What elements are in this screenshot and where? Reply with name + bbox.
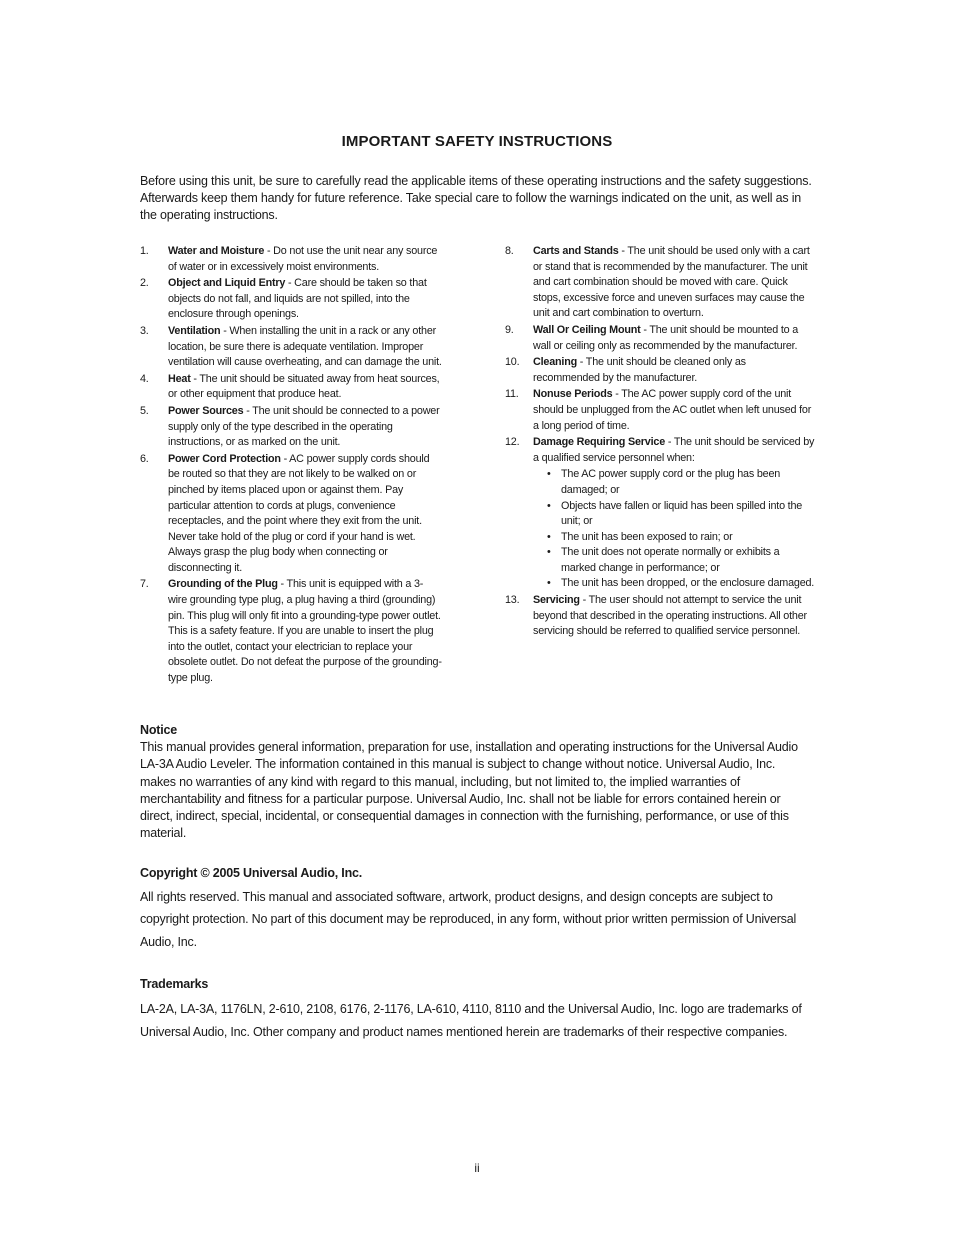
instruction-heading: Power Sources (168, 404, 244, 417)
instruction-item (505, 355, 815, 386)
instruction-heading: Power Cord Protection (168, 452, 281, 465)
instruction-number: 7. (140, 578, 149, 591)
list-item: • The unit has been exposed to rain; or (547, 530, 815, 546)
instruction-heading: Carts and Stands (533, 245, 619, 257)
instruction-item (140, 452, 442, 577)
instruction-number: 3. (140, 324, 149, 337)
list-item: • The AC power supply cord or the plug has been damaged; or (547, 467, 815, 498)
intro-paragraph: Before using this unit, be sure to carefully read the applicable items of these operating instructions and the safety suggestions. Afterwards keep them handy for future reference. Take special care to follow the warnings indicated on the unit, as well as in the operating instructions. (140, 174, 812, 222)
instruction-number: 6. (140, 452, 149, 465)
instruction-heading: Servicing (533, 594, 580, 607)
instructions-right-column (505, 244, 815, 641)
instruction-heading: Heat (168, 372, 191, 385)
instruction-heading: Ventilation (168, 324, 221, 337)
instruction-item (505, 435, 815, 466)
instruction-number: 1. (140, 245, 149, 257)
instruction-item (140, 577, 442, 686)
instruction-number: 12. (505, 436, 520, 449)
instruction-heading: Object and Liquid Entry (168, 277, 286, 290)
list-item: • Objects have fallen or liquid has been spilled into the unit; or (547, 499, 815, 530)
instruction-number: 4. (140, 372, 149, 385)
instruction-item (140, 324, 442, 371)
instruction-item (140, 404, 442, 451)
instruction-number: 5. (140, 404, 149, 417)
copyright-text: All rights reserved. This manual and associated software, artwork, product designs, and design concepts are subject to copyright protection. No part of this document may be reproduced, in any form, without prior written permission of Universal Audio, Inc. (140, 889, 797, 949)
instruction-item (140, 276, 442, 323)
instruction-text: - The unit should be cleaned only as recommended by the manufacturer. (533, 356, 746, 384)
instruction-text: - The unit should be connected to a power supply only of the type described in the operating instructions, or as marked on the unit. (168, 404, 440, 449)
instruction-number: 8. (505, 245, 514, 257)
instruction-text: - Care should be taken so that objects do not fall, and liquids are not spilled, into the enclosure through openings. (168, 277, 427, 321)
instruction-number: 2. (140, 277, 149, 290)
instruction-text: - AC power supply cords should be routed so that they are not likely to be walked on or pinched by items placed upon or against them. Pay particular attention to cords at plugs, convenience receptacles, and the point where they exit from the unit. Never take hold of the plug or cord if your hand is wet. Always grasp the plug body when connecting or disconnecting it. (168, 452, 430, 574)
instruction-number: 10. (505, 356, 520, 369)
instruction-item (505, 387, 815, 434)
notice-section (140, 722, 812, 842)
instruction-heading: Grounding of the Plug (168, 578, 278, 591)
instruction-item (505, 323, 815, 354)
instruction-text: - The AC power supply cord of the unit should be unplugged from the AC outlet when left unused for a long period of time. (533, 388, 812, 432)
trademarks-heading: Trademarks (140, 977, 209, 991)
instruction-item (505, 593, 815, 640)
list-item: • The unit has been dropped, or the enclosure damaged. (547, 576, 815, 592)
instruction-item (140, 244, 442, 275)
list-item: • The unit does not operate normally or exhibits a marked change in performance; or (547, 545, 815, 576)
page-number: ii (474, 1161, 480, 1175)
instruction-number: 9. (505, 323, 514, 336)
notice-text: This manual provides general information, preparation for use, installation and operating instructions for the Universal Audio LA-3A Audio Leveler. The information contained in this manual is subject to change without notice. Universal Audio, Inc. makes no warranties of any kind with regard to this manual, including, but not limited to, the implied warranties of merchantability and fitness for a particular purpose. Universal Audio, Inc. shall not be liable for errors contained herein or direct, indirect, special, incidental, or consequential damages in connection with the furnishing, performance, or use of this material. (140, 740, 798, 841)
instruction-text: - The unit should be serviced by a qualified service personnel when: (533, 436, 815, 464)
instruction-number: 13. (505, 594, 520, 607)
instruction-heading: Cleaning (533, 356, 577, 369)
instruction-item (140, 372, 442, 403)
instruction-heading: Wall Or Ceiling Mount (533, 323, 641, 336)
instruction-number: 11. (505, 388, 519, 401)
instruction-text: - Do not use the unit near any source of water or in excessively moist environments. (168, 245, 438, 273)
instructions-left-column (140, 244, 442, 688)
trademarks-section (140, 973, 812, 1045)
page-title: IMPORTANT SAFETY INSTRUCTIONS (341, 133, 613, 150)
trademarks-text: LA-2A, LA-3A, 1176LN, 2-610, 2108, 6176, 2-1176, LA-610, 4110, 8110 and the Universal Audio, Inc. logo are trademarks of Universal Audio, Inc. Other company and product names mentioned herein are trademarks of their respective companies. (140, 1001, 802, 1039)
instruction-text: - This unit is equipped with a 3-wire grounding type plug, a plug having a third (grounding) pin. This plug will only fit into a grounding-type power outlet. This is a safety feature. If you are unable to insert the plug into the outlet, contact your electrician to replace your obsolete outlet. Do not defeat the purpose of the grounding-type plug. (168, 578, 442, 685)
instruction-heading: Damage Requiring Service (533, 436, 666, 449)
copyright-section (140, 862, 812, 953)
instruction-text: - The unit should be mounted to a wall or ceiling only as recommended by the manufacturer. (533, 323, 799, 352)
instruction-text: - The unit should be used only with a cart or stand that is recommended by the manufacturer. The unit and cart combination should be moved with care. Quick stops, excessive force and uneven surfaces may cause the unit and cart combination to overturn. (533, 245, 810, 320)
instruction-text: - The user should not attempt to service the unit beyond that described in the operating instructions. All other servicing should be referred to qualified service personnel. (533, 594, 807, 638)
damage-conditions-list (547, 467, 815, 592)
notice-heading: Notice (140, 723, 178, 737)
instruction-text: - The unit should be situated away from heat sources, or other equipment that produce heat. (168, 372, 440, 401)
instruction-item (505, 244, 815, 322)
instruction-heading: Water and Moisture (168, 245, 265, 257)
instruction-text: - When installing the unit in a rack or any other location, be sure there is adequate ventilation. Improper ventilation will cause overheating, and can damage the unit. (168, 324, 442, 369)
copyright-heading: Copyright © 2005 Universal Audio, Inc. (140, 866, 363, 880)
instruction-heading: Nonuse Periods (533, 388, 613, 401)
